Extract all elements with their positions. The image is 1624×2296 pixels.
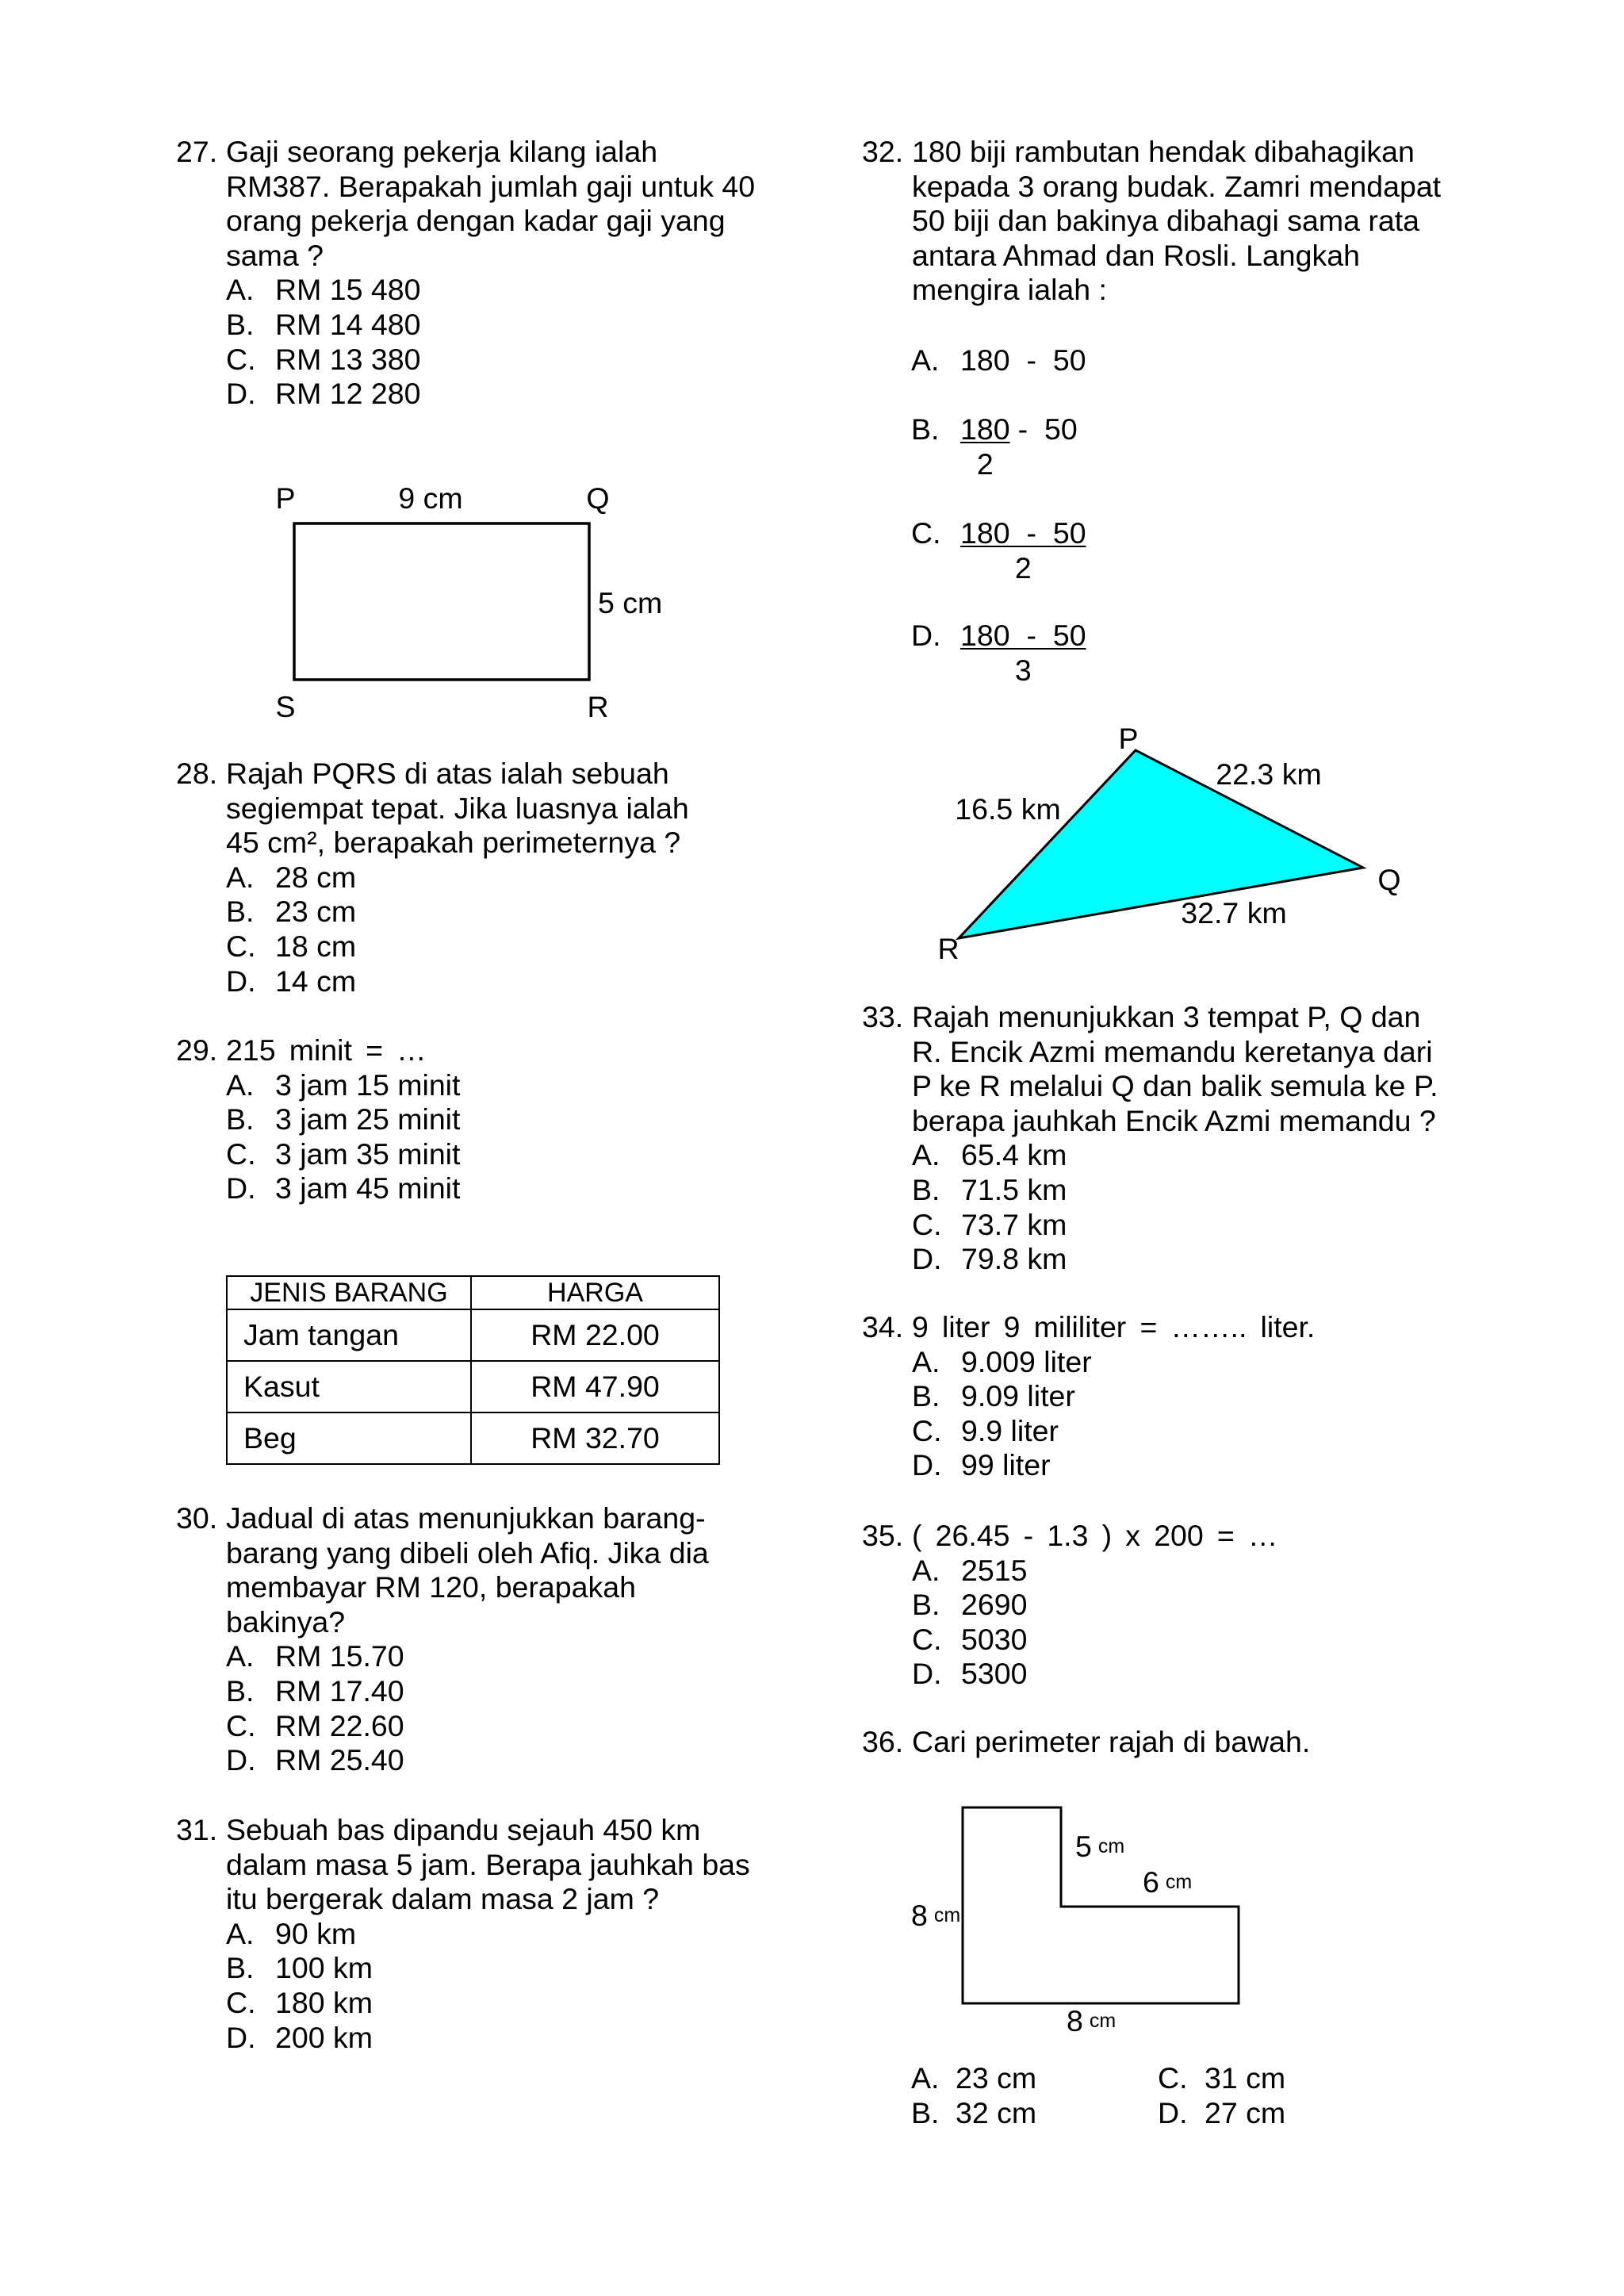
- option-text: RM 12 280: [275, 377, 421, 411]
- option-letter: B.: [226, 307, 255, 341]
- question-text-line: kepada 3 orang budak. Zamri mendapat: [912, 169, 1442, 203]
- q32-option-a: [911, 343, 1086, 378]
- option-c: [912, 1623, 1278, 1658]
- option-text: 31 cm: [1205, 2061, 1286, 2095]
- q36-option-b: [911, 2096, 1036, 2131]
- option-c: [226, 1709, 709, 1744]
- question-body: [226, 757, 689, 999]
- option-text: 200 km: [275, 2020, 373, 2054]
- item-cell: Jam tangan: [227, 1309, 471, 1361]
- option-letter: C.: [912, 1207, 942, 1241]
- question-text-line: 180 biji rambutan hendak dibahagikan: [912, 135, 1415, 168]
- fraction: [960, 412, 1010, 481]
- fraction-numerator: 180 - 50: [960, 516, 1086, 550]
- option-d: [912, 1657, 1278, 1692]
- option-letter: A.: [226, 273, 255, 307]
- option-text: 71.5 km: [961, 1172, 1067, 1206]
- question-34: [862, 1310, 1315, 1483]
- option-letter: D.: [912, 1448, 942, 1482]
- label-value: 8: [1067, 2004, 1083, 2037]
- question-number: 32.: [862, 135, 904, 168]
- option-letter: C.: [912, 1622, 942, 1656]
- option-b: [226, 308, 755, 343]
- option-letter: C.: [226, 1985, 256, 2019]
- question-body: [912, 1000, 1438, 1277]
- option-text: 3 jam 35 minit: [275, 1137, 461, 1171]
- option-text: 23 cm: [956, 2061, 1037, 2095]
- option-text: 5030: [961, 1622, 1028, 1656]
- option-letter: A.: [226, 1068, 255, 1102]
- question-number: 34.: [862, 1310, 904, 1343]
- table-row: [227, 1361, 719, 1412]
- option-text: 99 liter: [961, 1448, 1051, 1482]
- question-36: [862, 1725, 1310, 1760]
- option-text: 2515: [961, 1553, 1028, 1587]
- question-text-line: 45 cm², berapakah perimeternya ?: [226, 826, 681, 860]
- question-body: [912, 1310, 1315, 1483]
- label-value: 6: [1143, 1865, 1159, 1899]
- question-number: 35.: [862, 1519, 904, 1552]
- question-text-line: antara Ahmad dan Rosli. Langkah: [912, 238, 1360, 272]
- option-letter: A.: [226, 1916, 255, 1950]
- option-c: [226, 930, 689, 964]
- price-cell: RM 47.90: [471, 1361, 719, 1412]
- vertex-label-p: P: [275, 481, 296, 515]
- step-height-label: [1075, 1830, 1124, 1863]
- q32-option-d: [911, 619, 1086, 688]
- option-b: [226, 895, 689, 930]
- question-35: [862, 1519, 1278, 1692]
- question-text-line: dalam masa 5 jam. Berapa jauhkah bas: [226, 1847, 750, 1881]
- option-letter: A.: [226, 1639, 255, 1673]
- question-number: 27.: [176, 135, 218, 168]
- option-b: [912, 1173, 1438, 1208]
- question-text-line: Cari perimeter rajah di bawah.: [912, 1725, 1311, 1758]
- option-text-after-fraction: - 50: [1017, 412, 1078, 446]
- label-value: 8: [911, 1899, 928, 1932]
- option-text: 180 km: [275, 1985, 373, 2019]
- option-text: 3 jam 25 minit: [275, 1102, 461, 1137]
- question-text-line: Sebuah bas dipandu sejauh 450 km: [226, 1813, 701, 1846]
- label-unit: cm: [1165, 1871, 1193, 1893]
- question-body: [912, 135, 1441, 308]
- q36-option-a: [911, 2061, 1036, 2096]
- option-b: [912, 1379, 1315, 1414]
- option-text: 2690: [961, 1588, 1028, 1622]
- fraction-denominator: 2: [1014, 550, 1032, 585]
- item-cell: Beg: [227, 1412, 471, 1464]
- option-letter: B.: [911, 412, 940, 446]
- question-text-line: bakinya?: [226, 1604, 346, 1639]
- option-text: RM 15 480: [275, 273, 421, 307]
- option-letter: C.: [226, 1708, 256, 1742]
- item-cell: Kasut: [227, 1361, 471, 1412]
- vertex-label-q: Q: [1377, 863, 1401, 896]
- fraction-denominator: 3: [1014, 653, 1032, 687]
- option-letter: D.: [911, 619, 941, 652]
- fraction: [960, 516, 1086, 585]
- option-text: 9.9 liter: [961, 1413, 1059, 1447]
- option-c: [912, 1414, 1315, 1449]
- question-body: [912, 1519, 1278, 1692]
- option-text: 32 cm: [956, 2096, 1037, 2129]
- question-text-line: RM387. Berapakah jumlah gaji untuk 40: [226, 169, 756, 203]
- price-cell: RM 22.00: [471, 1309, 719, 1361]
- column-header-price: HARGA: [471, 1276, 719, 1309]
- vertex-label-s: S: [275, 690, 296, 723]
- option-a: [912, 1345, 1315, 1380]
- option-text: 3 jam 45 minit: [275, 1171, 461, 1205]
- option-text: 28 cm: [275, 860, 357, 894]
- question-number: 33.: [862, 1000, 904, 1033]
- option-letter: C.: [911, 516, 941, 550]
- side-pr-label: 16.5 km: [955, 792, 1061, 826]
- question-text-line: sama ?: [226, 238, 324, 272]
- label-value: 5: [1075, 1830, 1092, 1863]
- price-table: [226, 1275, 720, 1465]
- option-letter: A.: [912, 1553, 940, 1587]
- question-number: 29.: [176, 1033, 218, 1067]
- vertex-label-p: P: [1118, 722, 1139, 755]
- question-number: 28.: [176, 757, 218, 790]
- l-shape-figure: [896, 1784, 1293, 2046]
- q32-option-c: [911, 516, 1086, 585]
- label-unit: cm: [1097, 1835, 1125, 1857]
- option-text: 18 cm: [275, 929, 357, 963]
- option-text: RM 14 480: [275, 307, 421, 341]
- option-a: [226, 1068, 460, 1103]
- side-pq-label: 22.3 km: [1216, 757, 1322, 791]
- option-text: 100 km: [275, 1951, 373, 1985]
- triangle-pqr-figure: [936, 714, 1427, 968]
- option-letter: B.: [912, 1172, 940, 1206]
- option-d: [226, 1743, 709, 1778]
- option-text: 27 cm: [1205, 2096, 1286, 2129]
- option-d: [912, 1448, 1315, 1483]
- question-body: [226, 1033, 460, 1206]
- question-29: [176, 1033, 460, 1206]
- option-letter: A.: [911, 2061, 940, 2095]
- option-c: [226, 343, 755, 378]
- option-d: [912, 1242, 1438, 1277]
- option-letter: A.: [912, 1344, 940, 1378]
- option-letter: C.: [1158, 2061, 1188, 2095]
- option-text: RM 13 380: [275, 342, 421, 376]
- question-number: 36.: [862, 1725, 904, 1758]
- table-row: [227, 1412, 719, 1464]
- option-text: 9.009 liter: [961, 1344, 1092, 1378]
- option-text: RM 25.40: [275, 1743, 404, 1777]
- question-30: [176, 1501, 709, 1778]
- option-text: RM 22.60: [275, 1708, 404, 1742]
- q36-option-c: [1158, 2061, 1285, 2096]
- question-32: [862, 135, 1441, 308]
- option-text: 73.7 km: [961, 1207, 1067, 1241]
- option-text: 23 cm: [275, 895, 357, 929]
- question-text-line: 50 biji dan bakinya dibahagi sama rata: [912, 204, 1420, 238]
- option-a: [226, 1917, 750, 1952]
- option-letter: B.: [226, 895, 255, 929]
- option-c: [226, 1137, 460, 1172]
- bottom-width-label: [1067, 2004, 1116, 2037]
- option-text: 5300: [961, 1657, 1028, 1691]
- question-28: [176, 757, 689, 999]
- question-number: 30.: [176, 1501, 218, 1535]
- question-text-line: itu bergerak dalam masa 2 jam ?: [226, 1882, 660, 1916]
- option-text: 79.8 km: [961, 1242, 1067, 1276]
- question-text-line: orang pekerja dengan kadar gaji yang: [226, 204, 726, 238]
- question-27: [176, 135, 755, 412]
- fraction-numerator: 180 - 50: [960, 619, 1086, 652]
- option-letter: D.: [912, 1242, 942, 1276]
- q32-option-b: [911, 412, 1078, 481]
- side-rq-label: 32.7 km: [1181, 896, 1287, 930]
- option-letter: B.: [226, 1102, 255, 1137]
- question-text-line: Jadual di atas menunjukkan barang-: [226, 1501, 706, 1535]
- option-letter: A.: [912, 1138, 940, 1172]
- option-letter: D.: [1158, 2096, 1188, 2129]
- question-body: [226, 1813, 750, 2055]
- table-row: [227, 1309, 719, 1361]
- option-c: [912, 1208, 1438, 1243]
- option-letter: B.: [911, 2096, 940, 2129]
- question-text-line: mengira ialah :: [912, 273, 1107, 307]
- q36-option-d: [1158, 2096, 1285, 2131]
- fraction-denominator: 2: [976, 447, 994, 481]
- vertex-label-r: R: [587, 690, 609, 723]
- vertex-label-q: Q: [586, 481, 610, 515]
- option-b: [226, 1102, 460, 1137]
- right-side-label: 5 cm: [598, 586, 663, 619]
- option-letter: C.: [912, 1413, 942, 1447]
- option-text: 90 km: [275, 1916, 357, 1950]
- option-letter: C.: [226, 929, 256, 963]
- option-b: [226, 1674, 709, 1709]
- question-text-line: R. Encik Azmi memandu keretanya dari: [912, 1034, 1433, 1068]
- option-letter: D.: [226, 1743, 256, 1777]
- table-header-row: [227, 1276, 719, 1309]
- option-a: [226, 861, 689, 895]
- option-d: [226, 2021, 750, 2056]
- option-c: [226, 1986, 750, 2021]
- question-text-line: berapa jauhkah Encik Azmi memandu ?: [912, 1103, 1436, 1137]
- option-d: [226, 964, 689, 999]
- column-header-item: JENIS BARANG: [227, 1276, 471, 1309]
- option-text: RM 17.40: [275, 1673, 404, 1708]
- option-letter: D.: [226, 2020, 256, 2054]
- label-unit: cm: [933, 1904, 961, 1926]
- option-letter: C.: [226, 342, 256, 376]
- question-text-line: ( 26.45 - 1.3 ) x 200 = …: [912, 1519, 1278, 1552]
- question-text-line: Rajah menunjukkan 3 tempat P, Q dan: [912, 1000, 1421, 1033]
- option-a: [912, 1138, 1438, 1173]
- question-text-line: 9 liter 9 mililiter = …….. liter.: [912, 1310, 1316, 1343]
- option-a: [226, 273, 755, 308]
- option-letter: D.: [912, 1657, 942, 1691]
- option-text: 9.09 liter: [961, 1379, 1075, 1413]
- option-text: 3 jam 15 minit: [275, 1068, 461, 1102]
- question-body: [226, 1501, 709, 1778]
- option-letter: A.: [911, 343, 940, 377]
- question-31: [176, 1813, 750, 2055]
- question-number: 31.: [176, 1813, 218, 1846]
- question-body: [912, 1725, 1310, 1760]
- rectangle-pqrs-figure: [262, 472, 682, 734]
- option-letter: B.: [226, 1673, 255, 1708]
- option-letter: B.: [912, 1588, 940, 1622]
- option-b: [226, 1951, 750, 1986]
- option-d: [226, 377, 755, 412]
- question-text-line: P ke R melalui Q dan balik semula ke P.: [912, 1069, 1438, 1103]
- top-side-label: 9 cm: [398, 481, 463, 515]
- option-a: [226, 1639, 709, 1674]
- option-letter: D.: [226, 1171, 256, 1205]
- option-b: [912, 1588, 1278, 1623]
- option-text: 14 cm: [275, 964, 357, 998]
- label-unit: cm: [1089, 2010, 1116, 2032]
- price-cell: RM 32.70: [471, 1412, 719, 1464]
- fraction-numerator: 180: [960, 412, 1010, 446]
- option-a: [912, 1554, 1278, 1589]
- option-d: [226, 1171, 460, 1206]
- step-width-label: [1143, 1865, 1192, 1899]
- fraction: [960, 619, 1086, 688]
- option-text: 65.4 km: [961, 1138, 1067, 1172]
- option-letter: C.: [226, 1137, 256, 1171]
- option-letter: A.: [226, 860, 255, 894]
- question-text-line: Gaji seorang pekerja kilang ialah: [226, 135, 658, 168]
- question-text-line: Rajah PQRS di atas ialah sebuah: [226, 757, 669, 790]
- question-text-line: barang yang dibeli oleh Afiq. Jika dia: [226, 1535, 709, 1570]
- question-text-line: 215 minit = …: [226, 1033, 427, 1067]
- left-height-label: [911, 1899, 960, 1932]
- option-letter: D.: [226, 377, 256, 411]
- option-letter: B.: [226, 1951, 255, 1985]
- vertex-label-r: R: [937, 932, 959, 965]
- question-33: [862, 1000, 1438, 1277]
- option-text: RM 15.70: [275, 1639, 404, 1673]
- question-text-line: membayar RM 120, berapakah: [226, 1570, 636, 1604]
- option-letter: D.: [226, 964, 256, 998]
- rectangle-shape: [294, 523, 589, 680]
- question-body: [226, 135, 755, 412]
- option-letter: B.: [912, 1379, 940, 1413]
- option-text: 180 - 50: [960, 343, 1086, 377]
- question-text-line: segiempat tepat. Jika luasnya ialah: [226, 791, 689, 825]
